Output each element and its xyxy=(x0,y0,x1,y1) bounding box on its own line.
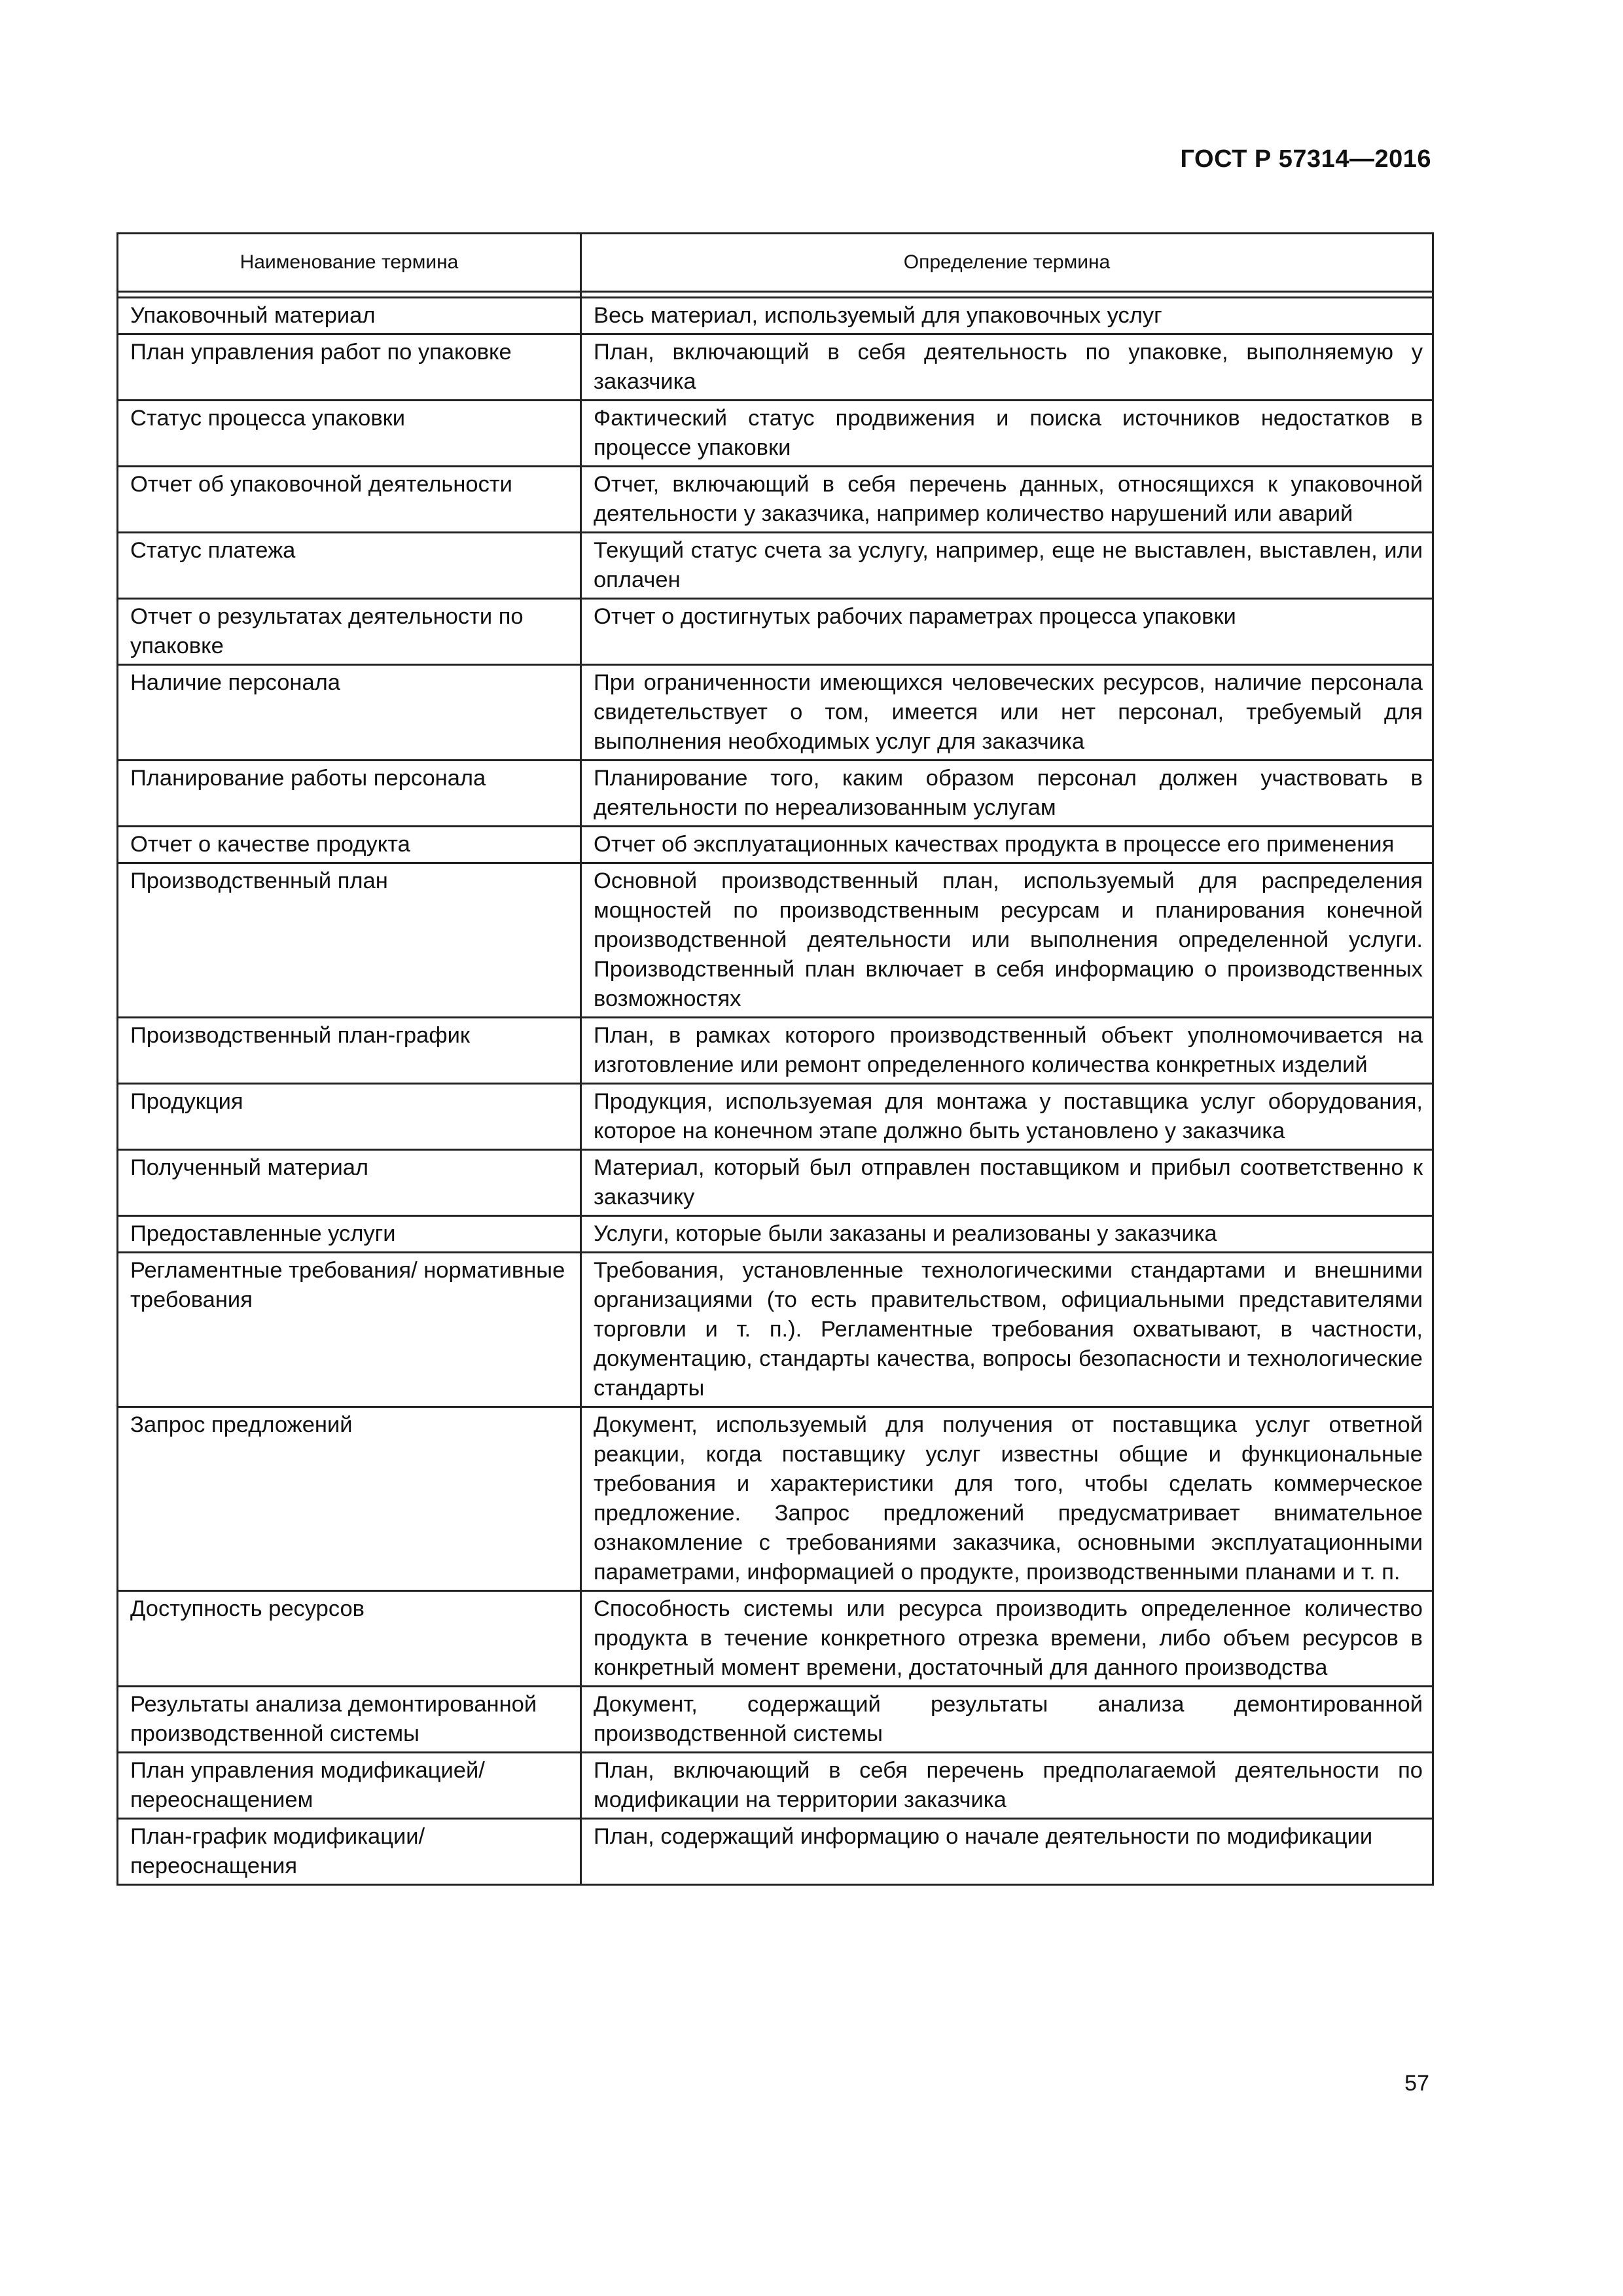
term-cell: Отчет об упаковочной деятельности xyxy=(118,467,581,533)
definition-cell: Отчет об эксплуатационных качествах продукта в процессе его применения xyxy=(581,827,1433,863)
table-row xyxy=(118,1753,1433,1819)
table-row xyxy=(118,1018,1433,1084)
table-row xyxy=(118,1407,1433,1591)
term-cell: Статус платежа xyxy=(118,533,581,599)
term-cell: Полученный материал xyxy=(118,1150,581,1216)
table-row xyxy=(118,1253,1433,1407)
definition-cell: Услуги, которые были заказаны и реализованы у заказчика xyxy=(581,1216,1433,1253)
term-cell: Регламентные требования/ нормативные требования xyxy=(118,1253,581,1407)
term-cell: Производственный план xyxy=(118,863,581,1018)
term-cell: Наличие персонала xyxy=(118,665,581,761)
table-row xyxy=(118,665,1433,761)
definition-cell: Документ, используемый для получения от поставщика услуг ответной реакции, когда поставщику услуг известны общие и функциональные требования и характеристики для того, чтобы сделать коммерческое предложение. Запрос предложений предусматривает внимательное ознакомление с требованиями заказчика, основными эксплуатационными параметрами, информацией о продукте, производственными планами и т. п. xyxy=(581,1407,1433,1591)
definition-cell: Документ, содержащий результаты анализа демонтированной производственной системы xyxy=(581,1687,1433,1753)
table-header-row xyxy=(118,234,1433,292)
table-row xyxy=(118,599,1433,665)
definition-cell: При ограниченности имеющихся человеческих ресурсов, наличие персонала свидетельствует о том, имеется или нет персонал, требуемый для выполнения необходимых услуг для заказчика xyxy=(581,665,1433,761)
term-cell: Доступность ресурсов xyxy=(118,1591,581,1687)
table-row xyxy=(118,1687,1433,1753)
definition-cell: Фактический статус продвижения и поиска источников недостатков в процессе упаковки xyxy=(581,401,1433,467)
terms-table xyxy=(116,232,1434,1886)
definition-cell: Отчет о достигнутых рабочих параметрах процесса упаковки xyxy=(581,599,1433,665)
column-header-term: Наименование термина xyxy=(118,234,581,292)
table-row xyxy=(118,1150,1433,1216)
term-cell: Производственный план-график xyxy=(118,1018,581,1084)
header-separator xyxy=(118,292,1433,298)
definition-cell: Продукция, используемая для монтажа у поставщика услуг оборудования, которое на конечном этапе должно быть установлено у заказчика xyxy=(581,1084,1433,1150)
term-cell: План управления работ по упаковке xyxy=(118,334,581,401)
definition-cell: План, содержащий информацию о начале деятельности по модификации xyxy=(581,1819,1433,1885)
definition-cell: План, включающий в себя деятельность по упаковке, выполняемую у заказчика xyxy=(581,334,1433,401)
table-row xyxy=(118,334,1433,401)
term-cell: План-график модификации/ переоснащения xyxy=(118,1819,581,1885)
definition-cell: Основной производственный план, используемый для распределения мощностей по производственным ресурсам и планирования конечной производственной деятельности или выполнения определенной услуги. Производственный план включает в себя информацию о производственных возможностях xyxy=(581,863,1433,1018)
term-cell: Результаты анализа демонтированной производственной системы xyxy=(118,1687,581,1753)
term-cell: Статус процесса упаковки xyxy=(118,401,581,467)
table-row xyxy=(118,298,1433,334)
term-cell: План управления модификацией/переоснащением xyxy=(118,1753,581,1819)
definition-cell: Материал, который был отправлен поставщиком и прибыл соответственно к заказчику xyxy=(581,1150,1433,1216)
table-row xyxy=(118,467,1433,533)
table-row xyxy=(118,827,1433,863)
term-cell: Планирование работы персонала xyxy=(118,761,581,827)
definition-cell: Способность системы или ресурса производить определенное количество продукта в течение конкретного отрезка времени, либо объем ресурсов в конкретный момент времени, достаточный для данного производства xyxy=(581,1591,1433,1687)
table-row xyxy=(118,1591,1433,1687)
table-row xyxy=(118,533,1433,599)
term-cell: Отчет о качестве продукта xyxy=(118,827,581,863)
table-row xyxy=(118,863,1433,1018)
definition-cell: Требования, установленные технологическими стандартами и внешними организациями (то есть правительством, официальными представителями торговли и т. п.). Регламентные требования охватывают, в частности, документацию, стандарты качества, вопросы безопасности и технологические стандарты xyxy=(581,1253,1433,1407)
definition-cell: Планирование того, каким образом персонал должен участвовать в деятельности по нереализованным услугам xyxy=(581,761,1433,827)
table-body xyxy=(118,292,1433,1885)
term-cell: Отчет о результатах деятельности по упаковке xyxy=(118,599,581,665)
definition-cell: Текущий статус счета за услугу, например, еще не выставлен, выставлен, или оплачен xyxy=(581,533,1433,599)
page-number: 57 xyxy=(1404,2071,1429,2096)
definition-cell: План, в рамках которого производственный объект уполномочивается на изготовление или ремонт определенного количества конкретных изделий xyxy=(581,1018,1433,1084)
table-row xyxy=(118,1084,1433,1150)
column-header-definition: Определение термина xyxy=(581,234,1433,292)
term-cell: Упаковочный материал xyxy=(118,298,581,334)
table-row xyxy=(118,761,1433,827)
table-row xyxy=(118,1819,1433,1885)
table-row xyxy=(118,401,1433,467)
term-cell: Продукция xyxy=(118,1084,581,1150)
definition-cell: План, включающий в себя перечень предполагаемой деятельности по модификации на территории заказчика xyxy=(581,1753,1433,1819)
definition-cell: Отчет, включающий в себя перечень данных, относящихся к упаковочной деятельности у заказчика, например количество нарушений или аварий xyxy=(581,467,1433,533)
term-cell: Предоставленные услуги xyxy=(118,1216,581,1253)
definition-cell: Весь материал, используемый для упаковочных услуг xyxy=(581,298,1433,334)
document-code: ГОСТ Р 57314—2016 xyxy=(1180,145,1431,173)
table-row xyxy=(118,1216,1433,1253)
term-cell: Запрос предложений xyxy=(118,1407,581,1591)
